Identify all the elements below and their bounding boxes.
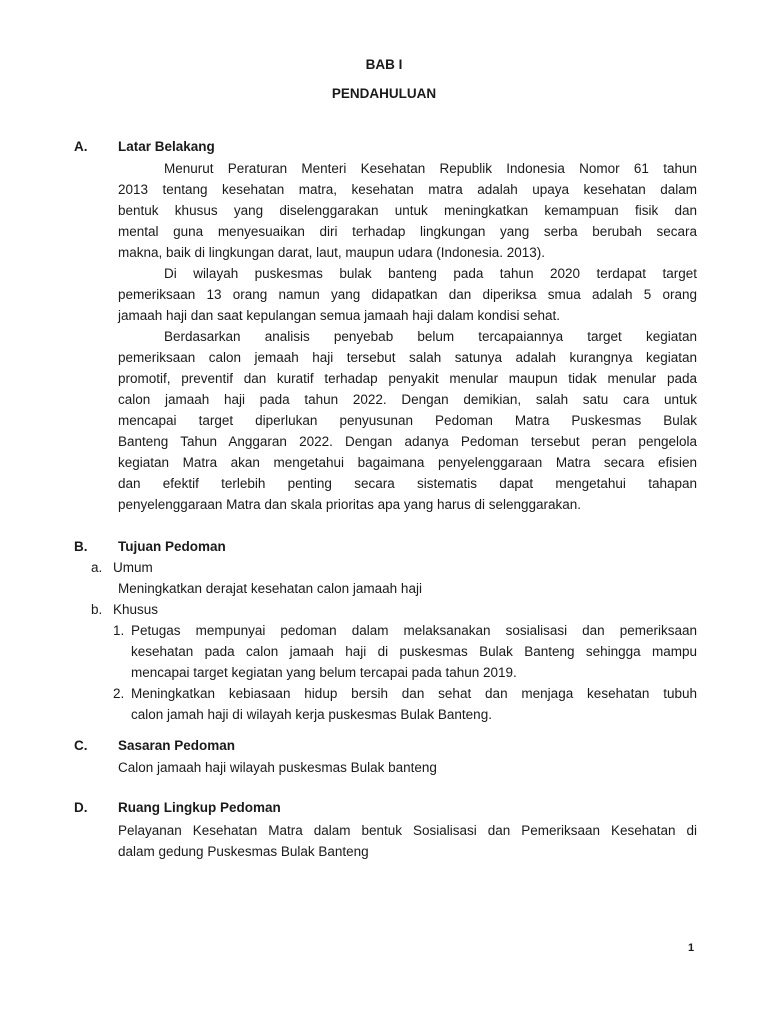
item-number: 2. bbox=[113, 686, 125, 701]
chapter-title: PENDAHULUAN bbox=[331, 86, 437, 101]
paragraph-line: 2013 tentang kesehatan matra, kesehatan matra adalah upaya kesehatan dalam bbox=[118, 182, 697, 197]
paragraph-line: Berdasarkan analisis penyebab belum tercapaiannya target kegiatan bbox=[164, 329, 697, 344]
paragraph-line: jamaah haji dan saat kepulangan semua jamaah haji dalam kondisi sehat. bbox=[118, 308, 561, 323]
paragraph-line: penyelenggaraan Matra dan skala prioritas apa yang harus di selenggarakan. bbox=[118, 497, 582, 512]
paragraph-line: Di wilayah puskesmas bulak banteng pada tahun 2020 terdapat target bbox=[164, 266, 697, 281]
page-number: 1 bbox=[688, 942, 695, 954]
paragraph-line: mental guna menyesuaikan diri terhadap lingkungan yang serba berubah secara bbox=[118, 224, 697, 239]
item-line: mencapai target kegiatan yang belum tercapai pada tahun 2019. bbox=[131, 665, 517, 680]
item-number: 1. bbox=[113, 623, 125, 638]
item-line: Petugas mempunyai pedoman dalam melaksanakan sosialisasi dan pemeriksaan bbox=[131, 623, 697, 638]
paragraph-line: makna, baik di lingkungan darat, laut, maupun udara (Indonesia. 2013). bbox=[118, 245, 546, 260]
item-line: Meningkatkan kebiasaan hidup bersih dan sehat dan menjaga kesehatan tubuh bbox=[131, 686, 697, 701]
numbered-item bbox=[113, 685, 697, 703]
section-c-text: Calon jamaah haji wilayah puskesmas Bulak banteng bbox=[118, 760, 437, 775]
list-marker: a. bbox=[91, 560, 103, 575]
section-a-letter: A. bbox=[74, 139, 88, 154]
paragraph-line: mencapai target diperlukan penyusunan Pedoman Matra Puskesmas Bulak bbox=[118, 413, 697, 428]
umum-text: Meningkatkan derajat kesehatan calon jamaah haji bbox=[118, 581, 422, 596]
paragraph-line: bentuk khusus yang diselenggarakan untuk meningkatkan kemampuan fisik dan bbox=[118, 203, 697, 218]
section-d-letter: D. bbox=[74, 800, 88, 815]
paragraph-line: kegiatan Matra akan mengetahui bagaimana penyelenggaraan Matra secara efisien bbox=[118, 455, 697, 470]
paragraph-line: pemeriksaan 13 orang namun yang didapatkan dan diperiksa smua adalah 5 orang bbox=[118, 287, 697, 302]
item-line: kesehatan pada calon jamaah haji di puskesmas Bulak Banteng sehingga mampu bbox=[131, 644, 697, 659]
paragraph-line: Banteng Tahun Anggaran 2022. Dengan adanya Pedoman tersebut peran pengelola bbox=[118, 434, 697, 449]
section-b-letter: B. bbox=[74, 539, 88, 554]
section-b-title: Tujuan Pedoman bbox=[118, 539, 226, 554]
section-d-text: Pelayanan Kesehatan Matra dalam bentuk Sosialisasi dan Pemeriksaan Kesehatan di bbox=[118, 823, 697, 838]
section-d-text: dalam gedung Puskesmas Bulak Banteng bbox=[118, 844, 369, 859]
paragraph-line: Menurut Peraturan Menteri Kesehatan Republik Indonesia Nomor 61 tahun bbox=[164, 161, 697, 176]
paragraph-line: dan efektif terlebih penting secara sistematis dapat mengetahui tahapan bbox=[118, 476, 697, 491]
subsection-umum bbox=[91, 559, 153, 577]
section-c-title: Sasaran Pedoman bbox=[118, 738, 236, 753]
numbered-item bbox=[113, 622, 697, 640]
section-a-title: Latar Belakang bbox=[118, 139, 215, 154]
section-d-title: Ruang Lingkup Pedoman bbox=[118, 800, 281, 815]
subsection-khusus bbox=[91, 601, 158, 619]
paragraph-line: promotif, preventif dan kuratif terhadap penyakit menular maupun tidak menular pada bbox=[118, 371, 697, 386]
paragraph-line: calon jamaah haji pada tahun 2022. Dengan demikian, salah satu cara untuk bbox=[118, 392, 697, 407]
paragraph-line: pemeriksaan calon jemaah haji tersebut salah satunya adalah kurangnya kegiatan bbox=[118, 350, 697, 365]
list-marker: b. bbox=[91, 602, 103, 617]
item-line: calon jamah haji di wilayah kerja puskesmas Bulak Banteng. bbox=[131, 707, 492, 722]
subsection-label: Khusus bbox=[113, 602, 159, 617]
subsection-label: Umum bbox=[113, 560, 153, 575]
chapter-number: BAB I bbox=[365, 57, 403, 72]
section-c-letter: C. bbox=[74, 738, 88, 753]
